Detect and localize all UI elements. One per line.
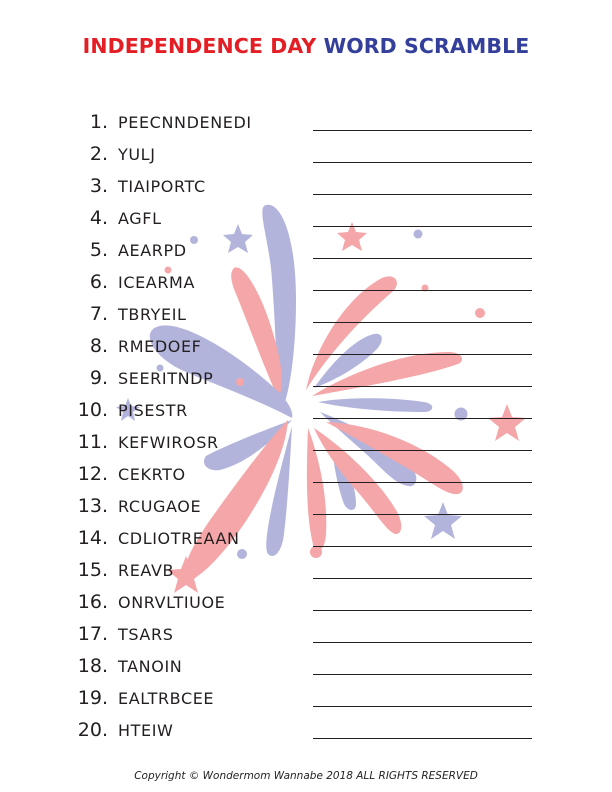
- answer-line[interactable]: [313, 258, 532, 259]
- scrambled-word: YULJ: [118, 145, 156, 164]
- list-item: [0, 302, 612, 330]
- item-number: 14.: [77, 527, 108, 549]
- item-number: 10.: [77, 399, 108, 421]
- list-item: [0, 526, 612, 554]
- answer-line[interactable]: [313, 514, 532, 515]
- list-item: [0, 622, 612, 650]
- scrambled-word: REAVB: [118, 561, 175, 580]
- item-number: 6.: [89, 271, 108, 293]
- scrambled-word: EALTRBCEE: [118, 689, 215, 708]
- list-item: [0, 270, 612, 298]
- scrambled-word: TSARS: [118, 625, 174, 644]
- answer-line[interactable]: [313, 738, 532, 739]
- title-part-blue: WORD SCRAMBLE: [323, 34, 530, 58]
- item-number: 8.: [89, 335, 108, 357]
- scrambled-word: KEFWIROSR: [118, 433, 219, 452]
- answer-line[interactable]: [313, 482, 532, 483]
- list-item: [0, 654, 612, 682]
- copyright-footer: Copyright © Wondermom Wannabe 2018 ALL RIGHTS RESERVED: [134, 770, 478, 782]
- item-number: 4.: [89, 207, 108, 229]
- item-number: 16.: [77, 591, 108, 613]
- list-item: [0, 494, 612, 522]
- item-number: 20.: [77, 719, 108, 741]
- list-item: [0, 558, 612, 586]
- scrambled-word: AGFL: [118, 209, 162, 228]
- scrambled-word: RCUGAOE: [118, 497, 202, 516]
- item-number: 13.: [77, 495, 108, 517]
- item-number: 2.: [89, 143, 108, 165]
- item-number: 19.: [77, 687, 108, 709]
- scrambled-word: ONRVLTIUOE: [118, 593, 226, 612]
- list-item: [0, 718, 612, 746]
- list-item: [0, 238, 612, 266]
- answer-line[interactable]: [313, 706, 532, 707]
- item-number: 12.: [77, 463, 108, 485]
- scrambled-word: TANOIN: [118, 657, 183, 676]
- title-part-red: INDEPENDENCE DAY: [82, 34, 317, 58]
- scrambled-word: TBRYEIL: [118, 305, 187, 324]
- answer-line[interactable]: [313, 322, 532, 323]
- item-number: 11.: [77, 431, 108, 453]
- list-item: [0, 398, 612, 426]
- scrambled-word: CDLIOTREAAN: [118, 529, 240, 548]
- list-item: [0, 142, 612, 170]
- answer-line[interactable]: [313, 130, 532, 131]
- answer-line[interactable]: [313, 450, 532, 451]
- scrambled-word: CEKRTO: [118, 465, 186, 484]
- answer-line[interactable]: [313, 578, 532, 579]
- list-item: [0, 174, 612, 202]
- answer-line[interactable]: [313, 386, 532, 387]
- scrambled-word: ICEARMA: [118, 273, 196, 292]
- item-number: 5.: [89, 239, 108, 261]
- page-title: [0, 33, 612, 59]
- list-item: [0, 686, 612, 714]
- item-number: 9.: [89, 367, 108, 389]
- item-number: 15.: [77, 559, 108, 581]
- answer-line[interactable]: [313, 418, 532, 419]
- list-item: [0, 462, 612, 490]
- answer-line[interactable]: [313, 354, 532, 355]
- list-item: [0, 334, 612, 362]
- item-number: 1.: [89, 111, 108, 133]
- item-number: 18.: [77, 655, 108, 677]
- scrambled-word: HTEIW: [118, 721, 174, 740]
- list-item: [0, 366, 612, 394]
- scrambled-word: AEARPD: [118, 241, 187, 260]
- answer-line[interactable]: [313, 162, 532, 163]
- list-item: [0, 206, 612, 234]
- item-number: 17.: [77, 623, 108, 645]
- scrambled-word: RMEDOEF: [118, 337, 202, 356]
- scrambled-word: PEECNNDENEDI: [118, 113, 252, 132]
- answer-line[interactable]: [313, 546, 532, 547]
- answer-line[interactable]: [313, 674, 532, 675]
- answer-line[interactable]: [313, 642, 532, 643]
- list-item: [0, 110, 612, 138]
- answer-line[interactable]: [313, 194, 532, 195]
- scrambled-word: PISESTR: [118, 401, 188, 420]
- list-item: [0, 430, 612, 458]
- item-number: 3.: [89, 175, 108, 197]
- item-number: 7.: [89, 303, 108, 325]
- answer-line[interactable]: [313, 290, 532, 291]
- list-item: [0, 590, 612, 618]
- scrambled-word: TIAIPORTC: [118, 177, 206, 196]
- answer-line[interactable]: [313, 226, 532, 227]
- scrambled-word: SEERITNDP: [118, 369, 214, 388]
- answer-line[interactable]: [313, 610, 532, 611]
